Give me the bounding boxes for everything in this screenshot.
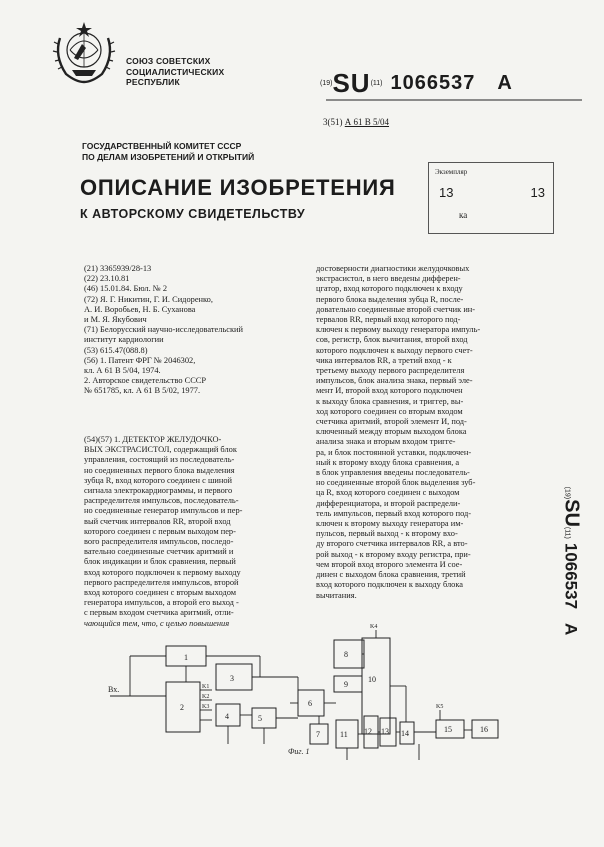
svg-text:4: 4 [225,712,229,721]
country-name: СОЮЗ СОВЕТСКИХ СОЦИАЛИСТИЧЕСКИХ РЕСПУБЛИК [126,56,225,87]
svg-text:7: 7 [316,730,320,739]
svg-text:14: 14 [401,729,409,738]
svg-text:6: 6 [308,699,312,708]
block-10 [362,638,390,734]
svg-text:16: 16 [480,725,488,734]
block-diagram [100,620,520,800]
svg-text:11: 11 [340,730,348,739]
svg-text:K1: K1 [202,684,210,690]
block-8 [334,640,364,668]
stamp-right: 13 [530,185,545,200]
ipc-code: 3(51) [323,117,343,127]
patent-kind: A [497,72,512,94]
ipc-value: А 61 В 5/04 [344,117,390,127]
svg-text:Вх.: Вх. [108,685,120,694]
block-9 [334,676,362,692]
patent-number: 1066537 [390,72,476,94]
stamp-left: 13 [439,185,454,200]
svg-text:3: 3 [230,674,234,683]
side-patent-number: (19)SU(11)1066537A [560,486,583,636]
ipc-classification [323,117,389,127]
figure-caption: Фиг. 1 [288,747,310,756]
stamp-bottom: ка [459,210,468,220]
svg-text:13: 13 [381,727,389,736]
document-title: ОПИСАНИЕ ИЗОБРЕТЕНИЯ [80,175,396,200]
svg-text:12: 12 [364,727,372,736]
stamp-line: Экземпляр [435,168,468,176]
block-5 [252,708,276,728]
document-subtitle: К АВТОРСКОМУ СВИДЕТЕЛЬСТВУ [80,207,306,221]
svg-text:1: 1 [184,653,188,662]
svg-text:8: 8 [344,650,348,659]
code-11: (11) [370,80,383,87]
svg-text:K3: K3 [202,704,210,710]
svg-text:15: 15 [444,725,452,734]
svg-text:5: 5 [258,714,262,723]
su-mark: SU [332,68,371,98]
block-3 [216,664,252,690]
patent-number-header [320,68,582,98]
code-19: (19) [320,80,333,87]
svg-text:K5: K5 [436,704,444,710]
svg-text:K2: K2 [202,694,210,700]
svg-text:2: 2 [180,703,184,712]
claim-continuation: достоверности диагностики желудочковых экстрасистол, в него введены дифферен- цгатор, вход которого подключен к входу первого блока выделения зубца R, после- довательно соединенные второй счетчик ин- тервалов RR, первый вход которого под- ключен к первому выходу генератора импуль- сов, регистр, блок вычитания, второй вход которого подключен к выходу первого счет- чика интервалов RR, а третий вход - к третьему выходу первого распределителя импульсов, блок анализа знака, первый эле- мент И, второй вход которого подключен к выходу блока сравнения, и триггер, вы- ход которого соединен со вторым входом счетчика аритмий, второй элемент И, под- ключенный между вторым выходом блока анализа знака и вторым входом тригге- ра, и блок постоянной уставки, подключен- ный к второму входу блока сравнения, а в блок управления введены последователь- но соединенные второй блок выделения зуб- ца R, вход которого соединен с выходом дифференциатора, и второй распредели- тель импульсов, первый вход которого под- ключен к второму выходу генератора им- пульсов, первый выход - к второму вхо- ду второго счетчика интервалов RR, а вто- рой выход - к второму входу регистра, при- чем второй вход второго элемента И сое- динен с выходом блока сравнения, третий вход которого подключен к выходу блока вычитания. [316,264,481,600]
bibliographic-data: (21) 3365939/28-13 (22) 23.10.81 (46) 15.01.84. Бюл. № 2 (72) Я. Г. Никитин, Г. И. Сидоренко, А. И. Воробьев, Н. Б. Суханова и М. Я. Якубович (71) Белорусский научно-исследовательский институт кардиологии (53) 615.47(088.8) (56) 1. Патент ФРГ № 2046302, кл. А 61 В 5/04, 1974. 2. Авторское свидетельство СССР № 651785, кл. А 61 В 5/02, 1977. [84,264,244,396]
library-stamp [428,162,554,234]
committee-name: ГОСУДАРСТВЕННЫЙ КОМИТЕТ СССР ПО ДЕЛАМ ИЗОБРЕТЕНИЙ И ОТКРЫТИЙ [82,141,255,162]
svg-text:10: 10 [368,675,376,684]
ussr-emblem-icon [52,20,116,86]
svg-text:K4: K4 [370,624,378,630]
claim-text: (54)(57) 1. ДЕТЕКТОР ЖЕЛУДОЧКО- ВЫХ ЭКСТРАСИСТОЛ, содержащий блок управления, состоящий из последователь- но соединенных первого блока выделения зубца R, вход которого соединен с шиной сигнала электрокардиограммы, и первого распределителя импульсов, последователь- но соединенные генератор импульсов и пер- вый счетчик интервалов RR, второй вход которого соединен с первым выходом пер- вого распределителя импульсов, последо- вательно соединенные счетчик аритмий и блок индикации и блок сравнения, первый вход которого подключен к первому выходу первого распределителя импульсов, второй вход которого соединен с вторым выходом генератора импульсов, а второй его выход - с первым входом счетчика аритмий, отли- чающийся тем, что, с целью повышения [84,435,243,628]
svg-text:9: 9 [344,680,348,689]
header-rule [326,98,582,102]
